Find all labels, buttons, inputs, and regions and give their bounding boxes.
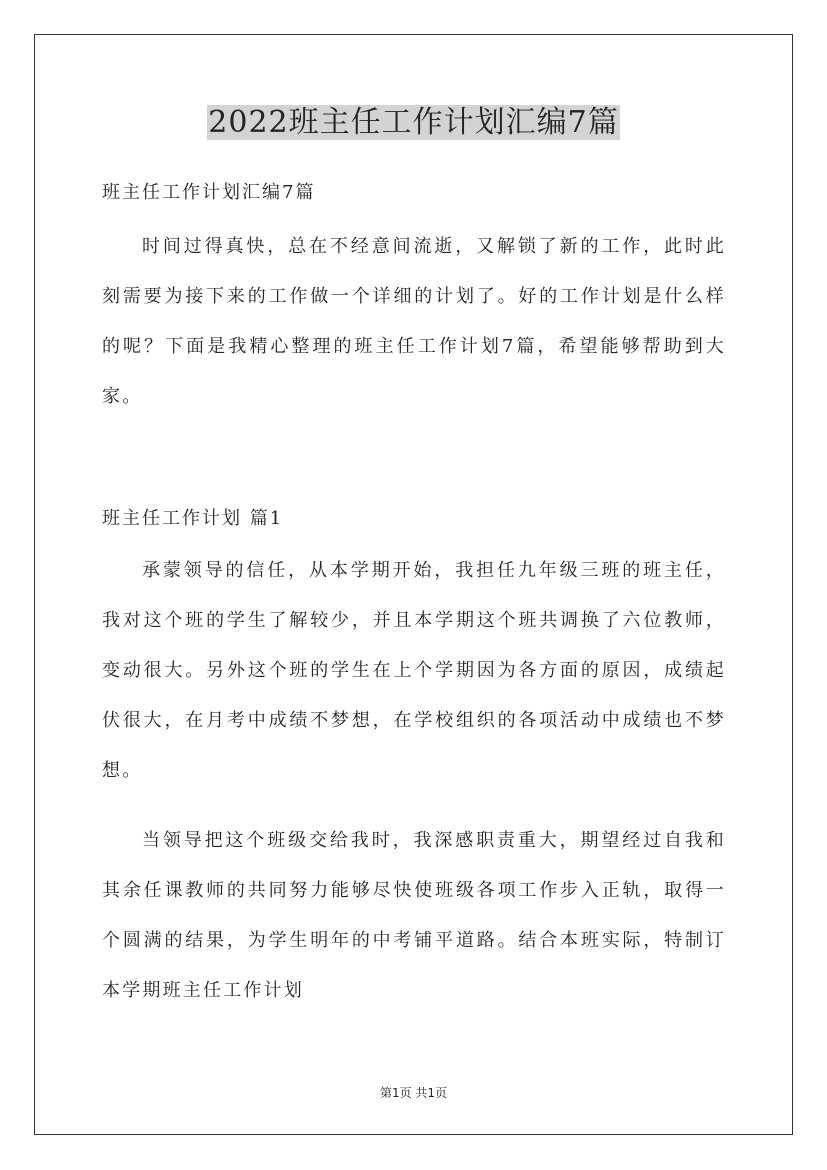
body-paragraph-1: 承蒙领导的信任，从本学期开始，我担任九年级三班的班主任，我对这个班的学生了解较少，并且本学期这个班共调换了六位教师，变动很大。另外这个班的学生在上个学期因为各方面的原因，成绩起伏很大，在月考中成绩不梦想，在学校组织的各项活动中成绩也不梦想。 <box>102 560 726 781</box>
document-title <box>0 98 827 148</box>
intro-paragraph: 时间过得真快，总在不经意间流逝，又解锁了新的工作，此时此刻需要为接下来的工作做一个详细的计划了。好的工作计划是什么样的呢？下面是我精心整理的班主任工作计划7篇，希望能够帮助到大家。 <box>102 236 726 407</box>
page-footer: 第1页 共1页 <box>379 1086 448 1100</box>
document-subtitle: 班主任工作计划汇编7篇 <box>102 182 316 203</box>
document-title-text: 2022班主任工作计划汇编7篇 <box>208 105 619 140</box>
body-paragraph-2: 当领导把这个班级交给我时，我深感职责重大，期望经过自我和其余任课教师的共同努力能够尽快使班级各项工作步入正轨，取得一个圆满的结果，为学生明年的中考铺平道路。结合本班实际，特制订本学期班主任工作计划 <box>102 830 726 1001</box>
section-heading: 班主任工作计划 篇1 <box>102 508 284 529</box>
